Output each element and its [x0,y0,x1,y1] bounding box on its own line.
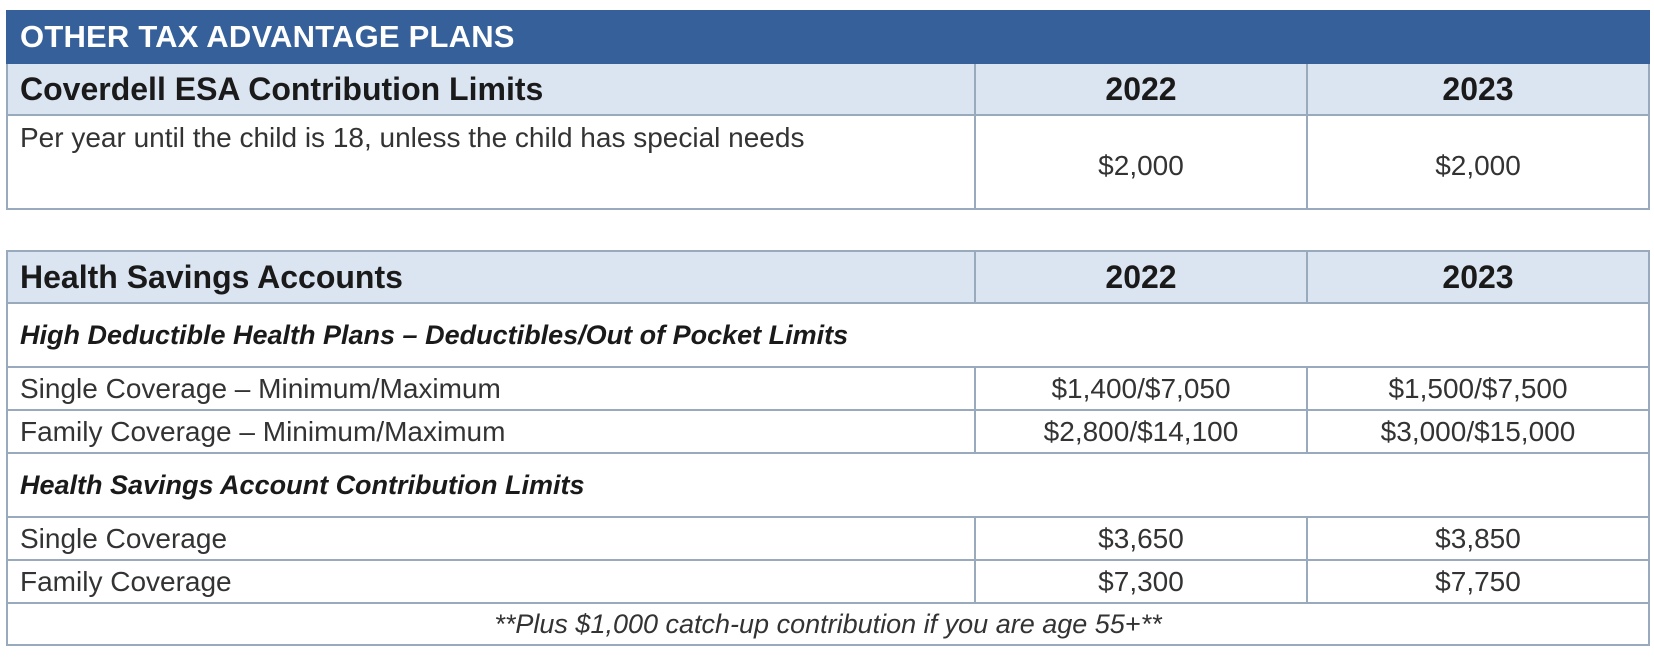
hsa-header-year-2022: 2022 [975,251,1307,303]
hdhp-family-2022: $2,800/$14,100 [975,410,1307,453]
table-row [7,517,1649,560]
hsa-single-2023: $3,850 [1307,517,1649,560]
hdhp-section-row [7,303,1649,367]
coverdell-header-year-2023: 2023 [1307,63,1649,115]
coverdell-header-label: Coverdell ESA Contribution Limits [7,63,975,115]
hdhp-single-label: Single Coverage – Minimum/Maximum [7,367,975,410]
hsa-single-2022: $3,650 [975,517,1307,560]
hsa-contrib-section-row [7,453,1649,517]
hsa-family-label: Family Coverage [7,560,975,603]
hsa-header-row [7,251,1649,303]
hsa-table [6,250,1650,646]
table-row [7,410,1649,453]
hdhp-single-2022: $1,400/$7,050 [975,367,1307,410]
banner-title: OTHER TAX ADVANTAGE PLANS [7,11,1649,63]
hsa-single-label: Single Coverage [7,517,975,560]
coverdell-header-year-2022: 2022 [975,63,1307,115]
hsa-header-year-2023: 2023 [1307,251,1649,303]
hsa-header-label: Health Savings Accounts [7,251,975,303]
table-row [7,115,1649,209]
hsa-family-2022: $7,300 [975,560,1307,603]
banner-row [7,11,1649,63]
table-row [7,560,1649,603]
hdhp-single-2023: $1,500/$7,500 [1307,367,1649,410]
catch-up-note-row [7,603,1649,645]
table-row [7,367,1649,410]
coverdell-row-value-2023: $2,000 [1307,115,1649,209]
coverdell-row-label: Per year until the child is 18, unless the child has special needs [7,115,975,209]
coverdell-header-row [7,63,1649,115]
hdhp-section-title: High Deductible Health Plans – Deductibles/Out of Pocket Limits [7,303,1649,367]
coverdell-row-value-2022: $2,000 [975,115,1307,209]
coverdell-esa-table [6,10,1650,210]
hdhp-family-2023: $3,000/$15,000 [1307,410,1649,453]
hdhp-family-label: Family Coverage – Minimum/Maximum [7,410,975,453]
hsa-family-2023: $7,750 [1307,560,1649,603]
hsa-contrib-section-title: Health Savings Account Contribution Limits [7,453,1649,517]
catch-up-note: **Plus $1,000 catch-up contribution if you are age 55+** [7,603,1649,645]
